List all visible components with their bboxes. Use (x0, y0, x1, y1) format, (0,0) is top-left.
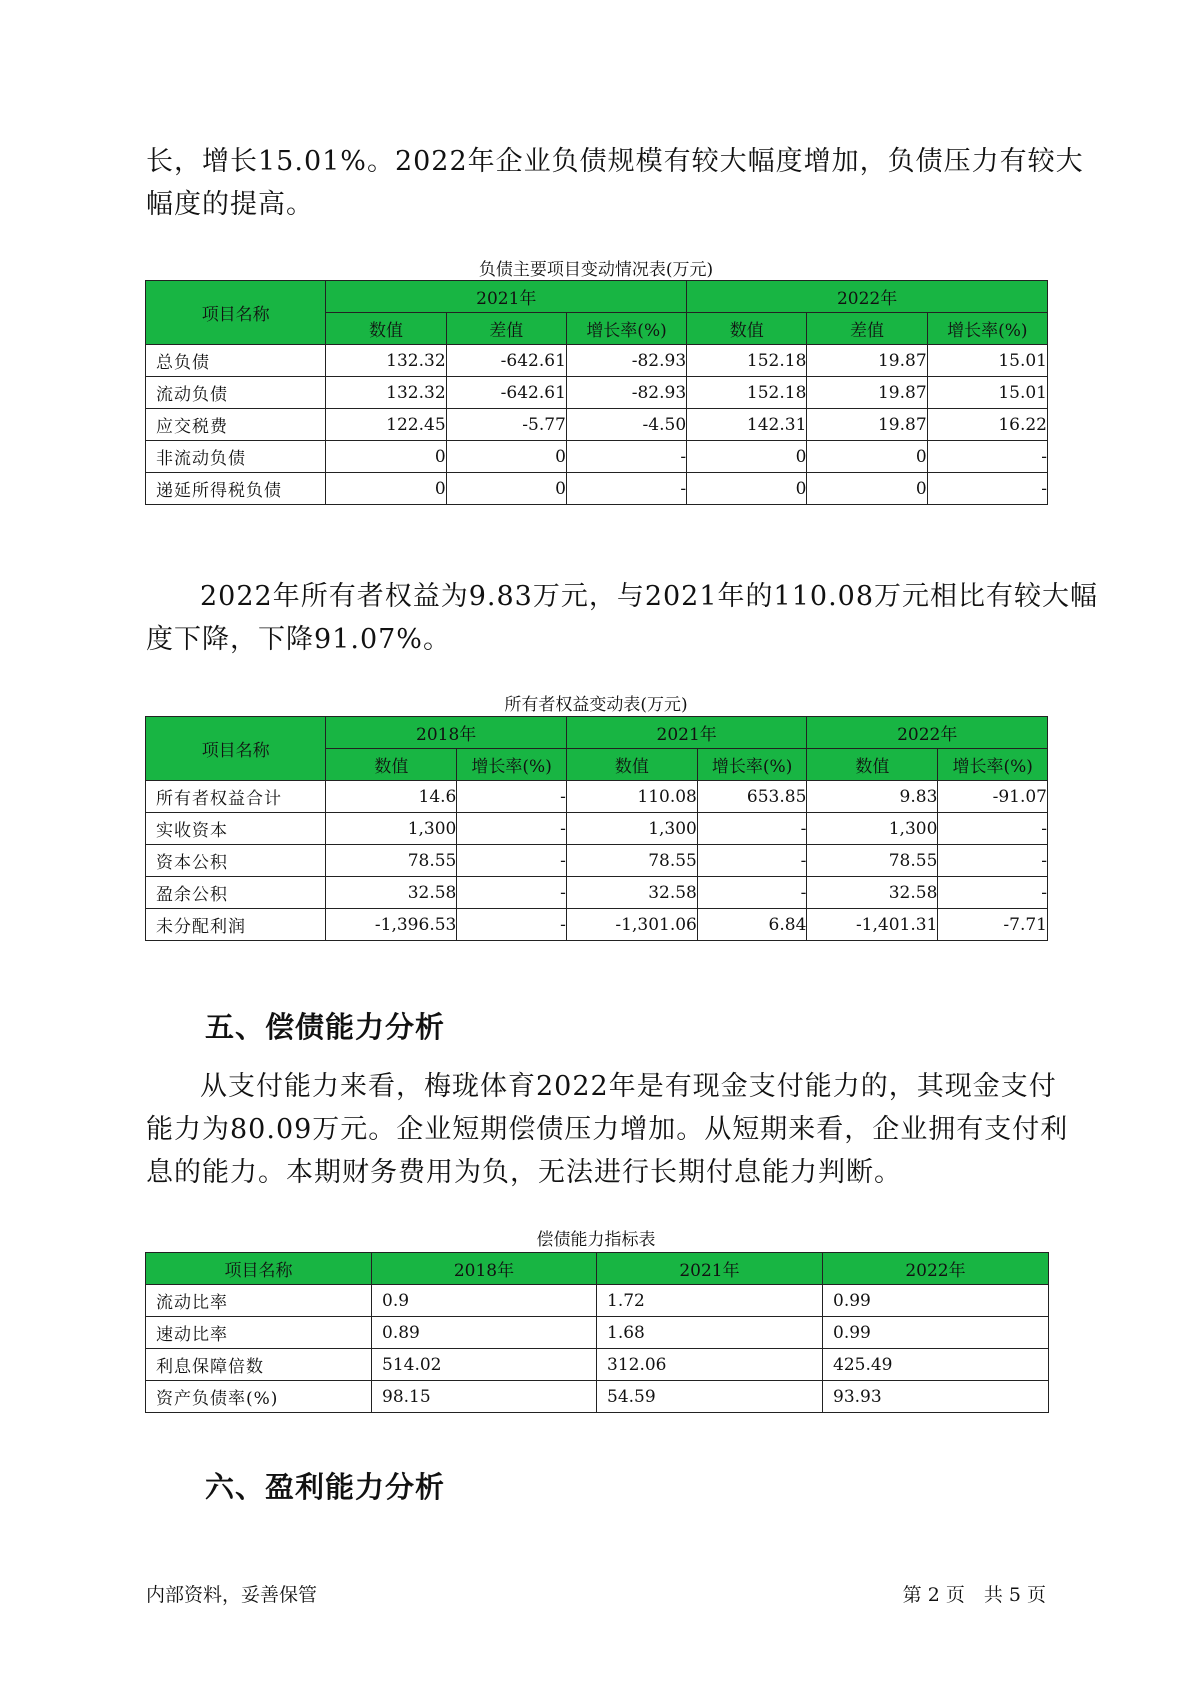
cell: 15.01 (927, 377, 1047, 409)
cell: 312.06 (597, 1349, 823, 1381)
paragraph-liabilities-summary (146, 140, 1084, 226)
table-row (146, 813, 1048, 845)
row-label: 流动负债 (146, 377, 326, 409)
cell: 0 (687, 473, 807, 505)
cell: -82.93 (566, 377, 686, 409)
table-row (146, 1285, 1049, 1317)
cell: - (938, 845, 1048, 877)
table-caption-liabilities: 负债主要项目变动情况表(万元) (478, 260, 714, 280)
solvency-table (145, 1252, 1049, 1413)
row-label: 总负债 (146, 345, 326, 377)
cell: - (938, 813, 1048, 845)
table-row (146, 345, 1048, 377)
cell: 98.15 (372, 1381, 597, 1413)
cell: 142.31 (687, 409, 807, 441)
header-year: 2018年 (326, 717, 567, 749)
cell: -1,396.53 (326, 909, 457, 941)
footer-page-number: 第 2 页 共 5 页 (902, 1584, 1046, 1606)
cell: -91.07 (938, 781, 1048, 813)
cell: 152.18 (687, 345, 807, 377)
paragraph-line: 长，增长15.01%。2022年企业负债规模有较大幅度增加，负债压力有较大 (146, 146, 1084, 177)
paragraph-line: 能力为80.09万元。企业短期偿债压力增加。从短期来看，企业拥有支付利 (146, 1114, 1069, 1145)
cell: 0.9 (372, 1285, 597, 1317)
row-label: 未分配利润 (146, 909, 326, 941)
header-year: 2018年 (372, 1253, 597, 1285)
header-year: 2022年 (823, 1253, 1049, 1285)
header-item-name: 项目名称 (146, 717, 326, 781)
table-row (146, 1349, 1049, 1381)
row-label: 流动比率 (146, 1285, 372, 1317)
cell: 0 (326, 441, 446, 473)
footer-confidential-note: 内部资料，妥善保管 (146, 1584, 318, 1606)
subheader: 增长率(%) (927, 313, 1047, 345)
row-label: 递延所得税负债 (146, 473, 326, 505)
row-label: 实收资本 (146, 813, 326, 845)
subheader: 增长率(%) (938, 749, 1048, 781)
row-label: 资本公积 (146, 845, 326, 877)
subheader: 增长率(%) (697, 749, 807, 781)
cell: 9.83 (807, 781, 938, 813)
row-label: 资产负债率(%) (146, 1381, 372, 1413)
table-row (146, 781, 1048, 813)
cell: - (697, 813, 807, 845)
paragraph-line: 度下降，下降91.07%。 (146, 624, 451, 655)
paragraph-line: 幅度的提高。 (146, 189, 314, 220)
subheader: 数值 (326, 749, 457, 781)
header-year: 2021年 (326, 281, 687, 313)
cell: 653.85 (697, 781, 807, 813)
cell: - (457, 781, 567, 813)
cell: 19.87 (807, 345, 927, 377)
cell: 0 (326, 473, 446, 505)
cell: 122.45 (326, 409, 446, 441)
subheader: 数值 (326, 313, 446, 345)
table-row (146, 441, 1048, 473)
cell: 1.72 (597, 1285, 823, 1317)
subheader: 数值 (566, 749, 697, 781)
paragraph-solvency (146, 1065, 1069, 1194)
cell: 78.55 (326, 845, 457, 877)
header-year: 2022年 (807, 717, 1048, 749)
section-heading-profitability: 六、盈利能力分析 (205, 1470, 446, 1504)
cell: 0 (446, 441, 566, 473)
cell: 78.55 (566, 845, 697, 877)
cell: 1,300 (566, 813, 697, 845)
table-row (146, 473, 1048, 505)
cell: 0 (446, 473, 566, 505)
cell: 1.68 (597, 1317, 823, 1349)
subheader: 数值 (807, 749, 938, 781)
cell: - (457, 845, 567, 877)
cell: - (927, 473, 1047, 505)
table-row (146, 845, 1048, 877)
row-label: 利息保障倍数 (146, 1349, 372, 1381)
cell: -1,301.06 (566, 909, 697, 941)
cell: 425.49 (823, 1349, 1049, 1381)
cell: 132.32 (326, 377, 446, 409)
cell: 32.58 (326, 877, 457, 909)
cell: 0 (807, 441, 927, 473)
cell: 16.22 (927, 409, 1047, 441)
header-year: 2021年 (566, 717, 807, 749)
header-year: 2022年 (687, 281, 1048, 313)
paragraph-line: 息的能力。本期财务费用为负，无法进行长期付息能力判断。 (146, 1157, 902, 1188)
paragraph-line: 从支付能力来看，梅珑体育2022年是有现金支付能力的，其现金支付 (200, 1071, 1057, 1102)
cell: -82.93 (566, 345, 686, 377)
cell: -7.71 (938, 909, 1048, 941)
row-label: 非流动负债 (146, 441, 326, 473)
cell: 0 (807, 473, 927, 505)
cell: 78.55 (807, 845, 938, 877)
row-label: 应交税费 (146, 409, 326, 441)
cell: 32.58 (807, 877, 938, 909)
cell: 14.6 (326, 781, 457, 813)
row-label: 所有者权益合计 (146, 781, 326, 813)
cell: 0.89 (372, 1317, 597, 1349)
cell: - (457, 877, 567, 909)
cell: -5.77 (446, 409, 566, 441)
header-year: 2021年 (597, 1253, 823, 1285)
table-row (146, 1317, 1049, 1349)
cell: - (697, 845, 807, 877)
cell: 1,300 (807, 813, 938, 845)
cell: 152.18 (687, 377, 807, 409)
subheader: 增长率(%) (566, 313, 686, 345)
cell: 32.58 (566, 877, 697, 909)
cell: 54.59 (597, 1381, 823, 1413)
liabilities-table (145, 280, 1048, 505)
equity-table (145, 716, 1048, 941)
paragraph-equity-summary (146, 575, 1099, 661)
table-row (146, 409, 1048, 441)
cell: 132.32 (326, 345, 446, 377)
subheader: 差值 (807, 313, 927, 345)
table-caption-equity: 所有者权益变动表(万元) (504, 695, 688, 715)
cell: - (457, 909, 567, 941)
table-row (146, 1381, 1049, 1413)
cell: -1,401.31 (807, 909, 938, 941)
cell: -4.50 (566, 409, 686, 441)
cell: 15.01 (927, 345, 1047, 377)
cell: - (566, 473, 686, 505)
cell: 0.99 (823, 1317, 1049, 1349)
table-row (146, 877, 1048, 909)
table-row (146, 377, 1048, 409)
row-label: 速动比率 (146, 1317, 372, 1349)
cell: -642.61 (446, 345, 566, 377)
cell: 6.84 (697, 909, 807, 941)
row-label: 盈余公积 (146, 877, 326, 909)
cell: 0.99 (823, 1285, 1049, 1317)
cell: 1,300 (326, 813, 457, 845)
cell: 19.87 (807, 377, 927, 409)
paragraph-line: 2022年所有者权益为9.83万元，与2021年的110.08万元相比有较大幅 (200, 581, 1099, 612)
cell: - (938, 877, 1048, 909)
section-heading-solvency: 五、偿债能力分析 (205, 1010, 446, 1044)
cell: 110.08 (566, 781, 697, 813)
cell: - (697, 877, 807, 909)
cell: 93.93 (823, 1381, 1049, 1413)
cell: 0 (687, 441, 807, 473)
subheader: 增长率(%) (457, 749, 567, 781)
cell: 19.87 (807, 409, 927, 441)
cell: 514.02 (372, 1349, 597, 1381)
subheader: 差值 (446, 313, 566, 345)
cell: - (927, 441, 1047, 473)
table-caption-solvency: 偿债能力指标表 (536, 1230, 656, 1250)
cell: - (457, 813, 567, 845)
header-item-name: 项目名称 (146, 281, 326, 345)
subheader: 数值 (687, 313, 807, 345)
header-item-name: 项目名称 (146, 1253, 372, 1285)
cell: -642.61 (446, 377, 566, 409)
cell: - (566, 441, 686, 473)
table-row (146, 909, 1048, 941)
